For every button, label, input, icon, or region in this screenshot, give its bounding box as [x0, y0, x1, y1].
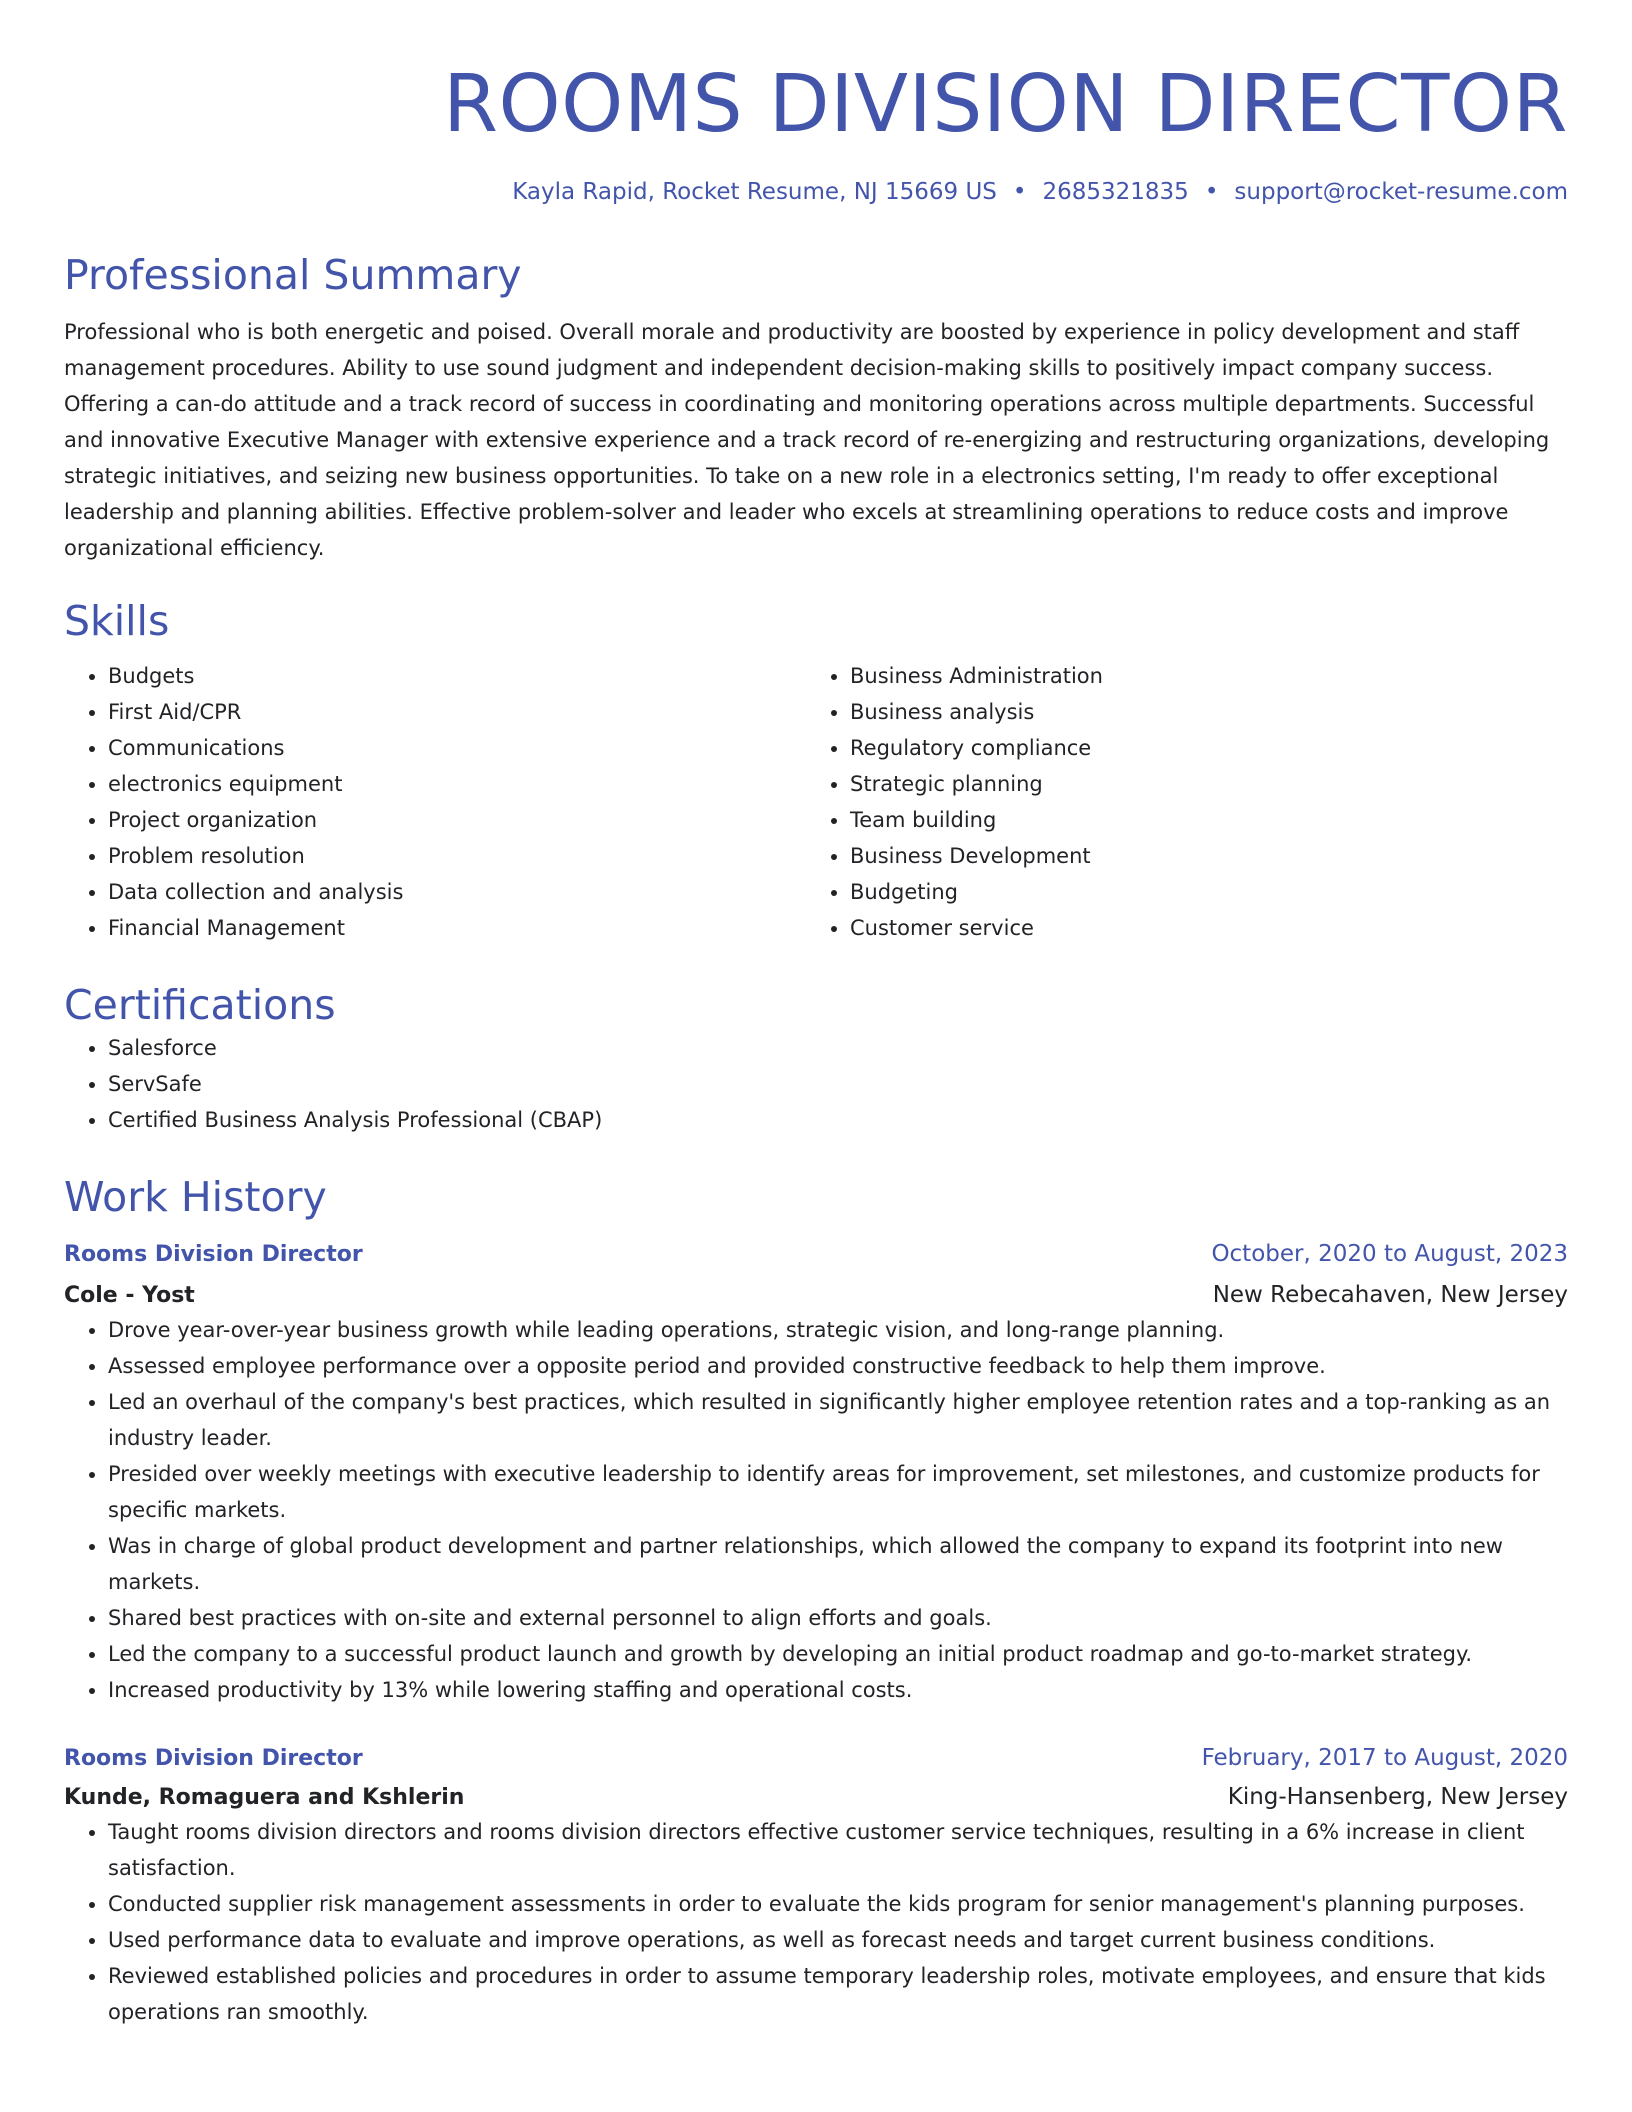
job-duty-item: • Increased productivity by 13% while lowering staffing and operational costs. [108, 1672, 1568, 1708]
job-duty-item: • Reviewed established policies and procedures in order to assume temporary leadership roles, motivate employees, and ensure that kids operations ran smoothly. [108, 1958, 1568, 2030]
job-entry [64, 1238, 1568, 1708]
job-entry [64, 1742, 1568, 2030]
job-duty-item: • Led the company to a successful product launch and growth by developing an initial product roadmap and go-to-market strategy. [108, 1636, 1568, 1672]
skill-item: • Business analysis [850, 694, 1548, 730]
skill-item: • Strategic planning [850, 766, 1548, 802]
job-duty-item: • Assessed employee performance over a opposite period and provided constructive feedback to help them improve. [108, 1348, 1568, 1384]
job-duties-list [64, 1814, 1568, 2030]
skills-grid [64, 658, 1568, 946]
job-company: Kunde, Romaguera and Kshlerin [64, 1785, 465, 1810]
skill-item: • Budgets [108, 658, 806, 694]
skill-item: • Problem resolution [108, 838, 806, 874]
job-duty-item: • Was in charge of global product development and partner relationships, which allowed the company to expand its footprint into new markets. [108, 1528, 1568, 1600]
skill-item: • Business Administration [850, 658, 1548, 694]
skill-item: • First Aid/CPR [108, 694, 806, 730]
skill-item: • electronics equipment [108, 766, 806, 802]
skill-item: • Financial Management [108, 910, 806, 946]
skill-item: • Communications [108, 730, 806, 766]
job-company: Cole - Yost [64, 1283, 195, 1308]
job-duty-item: • Led an overhaul of the company's best practices, which resulted in significantly higher employee retention rates and a top-ranking as an industry leader. [108, 1384, 1568, 1456]
job-location: King-Hansenberg, New Jersey [1227, 1784, 1568, 1810]
skills-column-right [806, 658, 1548, 946]
job-title: Rooms Division Director [64, 1242, 363, 1267]
job-duty-item: • Taught rooms division directors and rooms division directors effective customer service techniques, resulting in a 6% increase in client satisfaction. [108, 1814, 1568, 1886]
job-title: Rooms Division Director [64, 1746, 363, 1771]
page-title: ROOMS DIVISION DIRECTOR [443, 58, 1568, 150]
skills-list-right [806, 658, 1548, 946]
job-duty-item: • Used performance data to evaluate and improve operations, as well as forecast needs and target current business conditions. [108, 1922, 1568, 1958]
skill-item: • Budgeting [850, 874, 1548, 910]
job-duty-item: • Presided over weekly meetings with executive leadership to identify areas for improvement, set milestones, and customize products for specific markets. [108, 1456, 1568, 1528]
certification-item: • ServSafe [108, 1066, 1568, 1102]
section-heading-work-history: Work History [64, 1173, 327, 1221]
certifications-list [64, 1030, 1568, 1138]
job-employer-row [64, 1781, 1568, 1814]
certification-item: • Salesforce [108, 1030, 1568, 1066]
job-location: New Rebecahaven, New Jersey [1212, 1282, 1568, 1308]
skill-item: • Regulatory compliance [850, 730, 1548, 766]
job-duty-item: • Conducted supplier risk management assessments in order to evaluate the kids program for senior management's planning purposes. [108, 1886, 1568, 1922]
job-duty-item: • Shared best practices with on-site and external personnel to align efforts and goals. [108, 1600, 1568, 1636]
contact-info [64, 176, 1568, 208]
skill-item: • Business Development [850, 838, 1548, 874]
job-header-row [64, 1742, 1568, 1775]
contact-email[interactable]: support@rocket-resume.com [1234, 179, 1568, 205]
contact-address: Kayla Rapid, Rocket Resume, NJ 15669 US [512, 179, 997, 205]
job-dates: February, 2017 to August, 2020 [1201, 1745, 1568, 1771]
skill-item: • Project organization [108, 802, 806, 838]
certification-item: • Certified Business Analysis Professional (CBAP) [108, 1102, 1568, 1138]
skill-item: • Data collection and analysis [108, 874, 806, 910]
section-heading-certifications: Certifications [64, 981, 336, 1029]
section-heading-skills: Skills [64, 597, 170, 645]
contact-separator: • [1204, 179, 1219, 205]
job-duties-list [64, 1312, 1568, 1708]
job-employer-row [64, 1279, 1568, 1312]
contact-separator: • [1012, 179, 1027, 205]
job-header-row [64, 1238, 1568, 1271]
job-dates: October, 2020 to August, 2023 [1211, 1241, 1568, 1267]
skill-item: • Customer service [850, 910, 1548, 946]
skill-item: • Team building [850, 802, 1548, 838]
summary-text: Professional who is both energetic and poised. Overall morale and productivity are boosted by experience in policy development and staff management procedures. Ability to use sound judgment and independent decision-making skills to positively impact company success. Offering a can-do attitude and a track record of success in coordinating and monitoring operations across multiple departments. Successful and innovative Executive Manager with extensive experience and a track record of re-energizing and restructuring organizations, developing strategic initiatives, and seizing new business opportunities. To take on a new role in a electronics setting, I'm ready to offer exceptional leadership and planning abilities. Effective problem-solver and leader who excels at streamlining operations to reduce costs and improve organizational efficiency. [64, 320, 1550, 560]
job-duty-item: • Drove year-over-year business growth while leading operations, strategic vision, and long-range planning. [108, 1312, 1568, 1348]
skills-column-left [64, 658, 806, 946]
section-heading-summary: Professional Summary [64, 251, 522, 299]
skills-list-left [64, 658, 806, 946]
contact-phone: 2685321835 [1042, 179, 1189, 205]
